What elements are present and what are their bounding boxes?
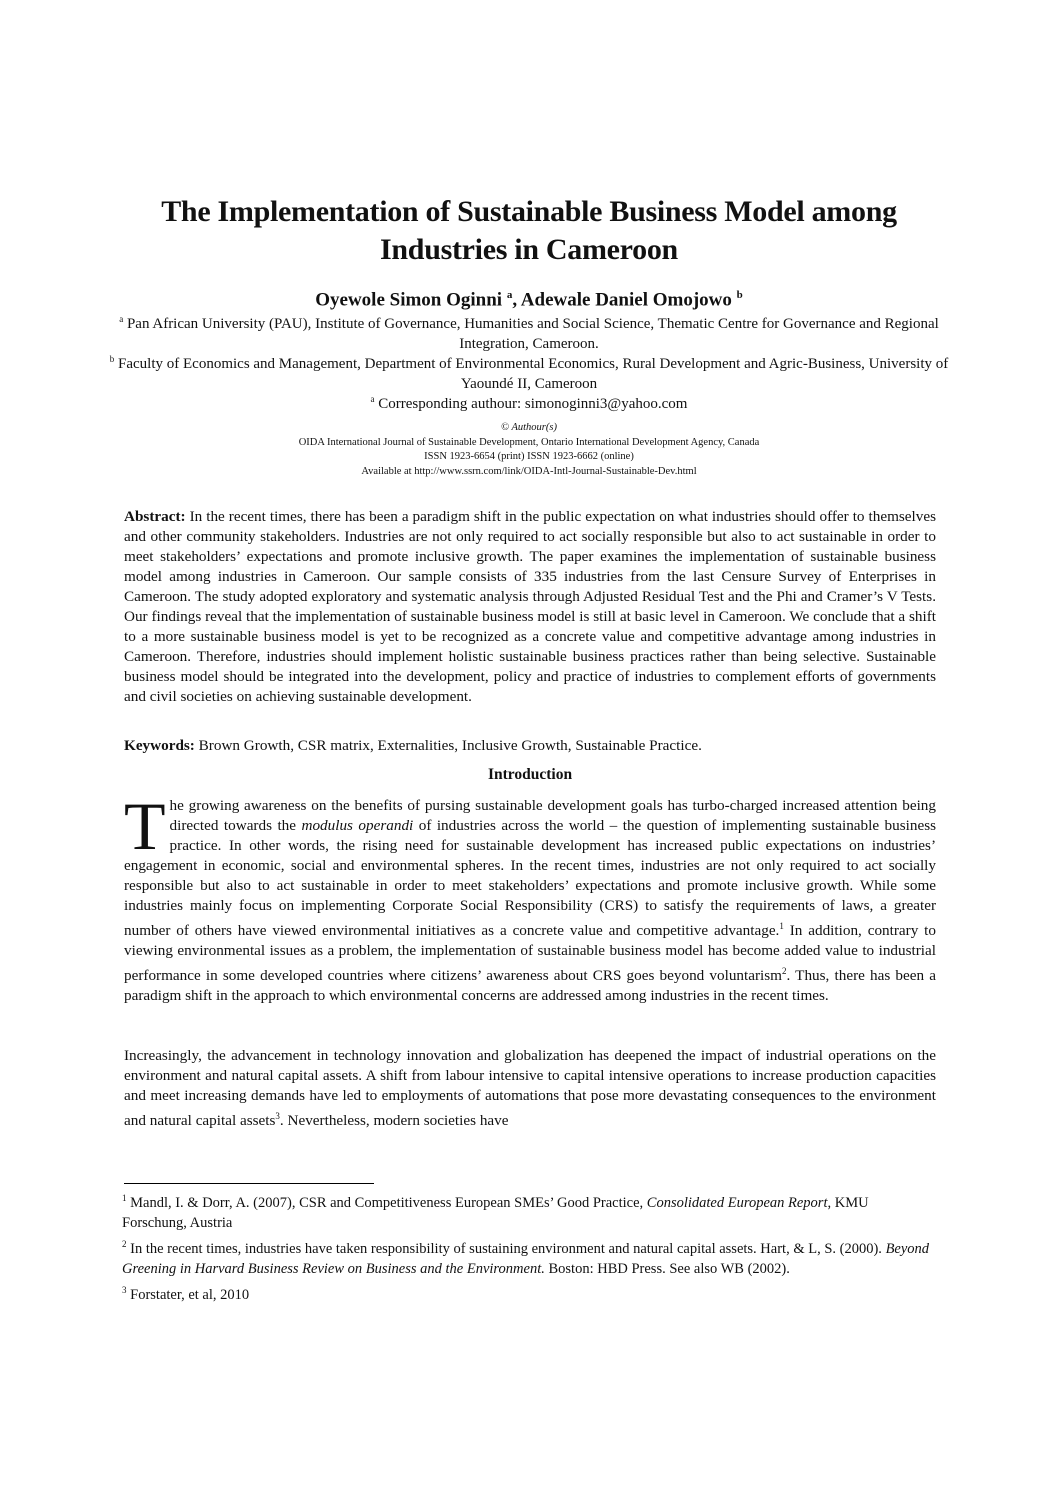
italic-term: modulus operandi bbox=[301, 817, 414, 834]
footnote-ref[interactable]: 3 bbox=[275, 1111, 280, 1121]
intro-paragraph-2 bbox=[124, 1046, 936, 1131]
footnote-number: 1 bbox=[122, 1193, 127, 1203]
corresponding-author-text: Corresponding authour: simonoginni3@yahoo.com bbox=[378, 396, 688, 412]
footnote-italic: Beyond Greening in Harvard Business Review on Business and the Environment. bbox=[122, 1240, 930, 1278]
issn-line: ISSN 1923-6654 (print) ISSN 1923-6662 (online) bbox=[424, 451, 634, 462]
availability-link[interactable]: Available at http://www.ssrn.com/link/OIDA-Intl-Journal-Sustainable-Dev.html bbox=[361, 465, 697, 477]
footnote-text: Mandl, I. & Dorr, A. (2007), CSR and Competitiveness European SMEs’ Good Practice, bbox=[126, 1194, 647, 1211]
section-heading-introduction: Introduction bbox=[487, 766, 573, 783]
affiliation-text: Pan African University (PAU), Institute of Governance, Humanities and Social Science, Thematic Centre for Governance and Regional Integration, Cameroon. bbox=[126, 316, 939, 352]
footnote-text: In the recent times, industries have taken responsibility of sustaining environment and natural capital assets. Hart, & L, S. (2000). bbox=[126, 1240, 886, 1257]
affiliation-mark: a bbox=[119, 314, 124, 324]
author-line bbox=[100, 283, 958, 312]
author-name: Adewale Daniel Omojowo bbox=[520, 289, 732, 311]
abstract-text: In the recent times, there has been a paradigm shift in the public expectation on what industries should offer to themselves and other community stakeholders. Industries are not only required to act socially responsible but also to act sustainable in order to meet stakeholders’ expectations and promote inclusive growth. The paper examines the implementation of sustainable business model among industries in Cameroon. Our sample consists of 335 industries from the last Censure Survey of Enterprises in Cameroon. The study adopted exploratory and systematic analysis through Adjusted Residual Test and the Phi and Cramer’s V Tests. Our findings reveal that the implementation of sustainable business model is still at basic level in Cameroon. We conclude that a shift to a more sustainable business model is yet to be recognized as a concrete value and competitive advantage among industries in Cameroon. Therefore, industries should implement holistic sustainable business practices rather than being selective. Sustainable business model should be integrated into the development, policy and practice of industries to complement efforts of governments and civil societies on achieving sustainable development. bbox=[124, 508, 936, 705]
copyright-line: © Authour(s) bbox=[501, 422, 557, 433]
abstract-label: Abstract: bbox=[124, 508, 186, 525]
footnote-ref[interactable]: 1 bbox=[779, 921, 784, 931]
footnote-text: Forstater, et al, 2010 bbox=[126, 1286, 250, 1303]
footnote bbox=[122, 1280, 932, 1305]
footnote-divider bbox=[124, 1183, 374, 1184]
keywords bbox=[124, 736, 936, 756]
footnote-ref[interactable]: 2 bbox=[782, 966, 787, 977]
footnote bbox=[122, 1234, 932, 1280]
paragraph-text: . Nevertheless, modern societies have bbox=[279, 1112, 509, 1130]
paper-title: The Implementation of Sustainable Business Model among Industries in Cameroon bbox=[161, 195, 897, 266]
affiliation bbox=[100, 349, 958, 394]
paragraph-text: he growing awareness on the benefits of pursing sustainable development goals has turbo-charged increased attention being directed towards the bbox=[169, 797, 936, 834]
abstract bbox=[124, 507, 936, 707]
footnote-italic: Consolidated European Report bbox=[646, 1194, 828, 1211]
journal-name: OIDA International Journal of Sustainable Development, Ontario International Development Agency, Canada bbox=[298, 436, 760, 448]
footnotes bbox=[122, 1188, 932, 1305]
paragraph-text: Increasingly, the advancement in technology innovation and globalization has deepened the impact of industrial operations on the environment and natural capital assets. A shift from labour intensive to capital intensive operations to increase production capacities and meet increasing demands have led to employments of automations that pose more devastating consequences to the environment and natural capital assets bbox=[124, 1047, 936, 1130]
paragraph-text: of industries across the world – the question of implementing sustainable business practice. In other words, the rising need for sustainable development has increased public expectations on industries’ engagement in economic, social and environmental spheres. In the recent times, industries are not only required to act socially responsible but also to act sustainable in order to meet stakeholders’ expectations and promote inclusive growth. While some industries mainly focus on implementing Corporate Social Responsibility (CRS) to satisfy the requirements of laws, a greater number of others have viewed environmental initiatives as a concrete value and competitive advantage. bbox=[124, 817, 937, 940]
intro-paragraph-1 bbox=[124, 788, 937, 1006]
footnote-number: 2 bbox=[122, 1238, 127, 1249]
footnote-text: , KMU Forschung, Austria bbox=[122, 1194, 869, 1232]
drop-cap: T bbox=[124, 788, 166, 864]
author-name: Oyewole Simon Oginni bbox=[315, 289, 503, 311]
author-mark: b bbox=[736, 289, 743, 301]
affiliation bbox=[100, 309, 958, 354]
affiliation-mark: b bbox=[109, 354, 115, 364]
affiliation-mark: a bbox=[370, 394, 375, 404]
keywords-text: Brown Growth, CSR matrix, Externalities, Inclusive Growth, Sustainable Practice. bbox=[194, 737, 702, 754]
keywords-label: Keywords: bbox=[124, 737, 195, 754]
affiliation-text: Faculty of Economics and Management, Department of Environmental Economics, Rural Development and Agric-Business, University of Yaoundé II, Cameroon bbox=[118, 356, 949, 392]
journal-info bbox=[150, 421, 908, 479]
footnote-number: 3 bbox=[122, 1284, 127, 1295]
paragraph-text: In addition, contrary to viewing environmental issues as a problem, the implementation of sustainable business model has become added value to industrial performance in some developed countries where citizens’ awareness about CRS goes beyond voluntarism bbox=[124, 922, 936, 985]
footnote-text: Boston: HBD Press. See also WB (2002). bbox=[544, 1261, 790, 1278]
author-separator: , bbox=[512, 289, 521, 311]
author-mark: a bbox=[506, 289, 513, 301]
paragraph-text: . Thus, there has been a paradigm shift in the approach to which environmental concerns are addressed among industries in the recent times. bbox=[124, 967, 937, 1005]
corresponding-author bbox=[100, 389, 958, 414]
footnote bbox=[122, 1188, 932, 1234]
